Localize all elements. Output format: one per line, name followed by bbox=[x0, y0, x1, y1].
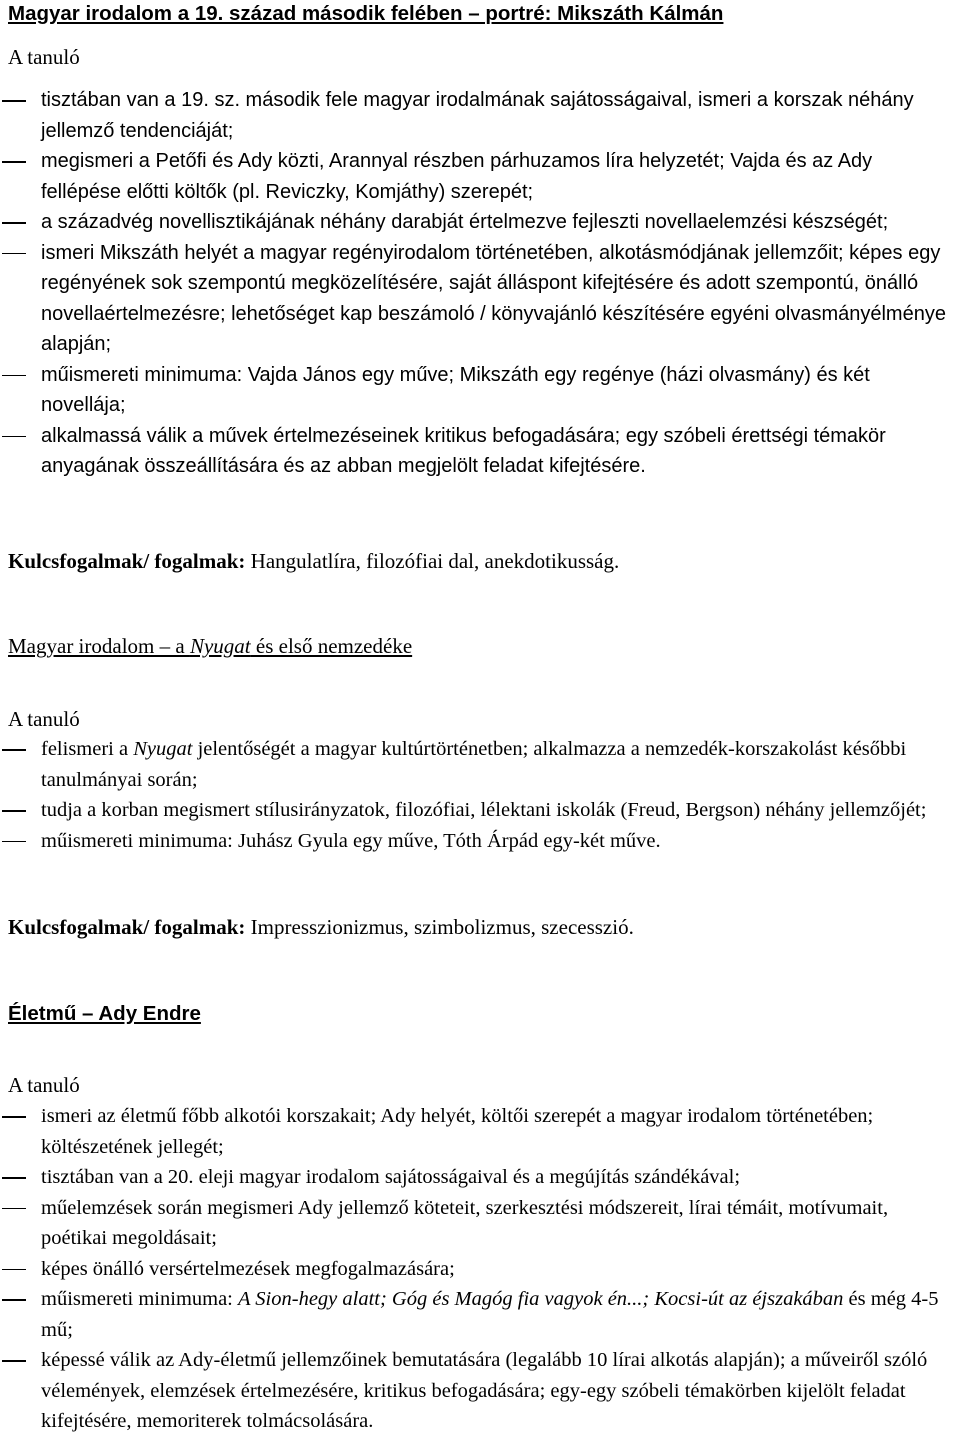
list-item: alkalmassá válik a művek értelmezéseinek kritikus befogadására; egy szóbeli érettségi témakör anyagának összeállítására és az abban megjelölt feladat kifejtésére. bbox=[41, 424, 886, 477]
section2-learner: A tanuló bbox=[8, 707, 80, 731]
list-item: felismeri a Nyugat jelentőségét a magyar kultúrtörténetben; alkalmazza a nemzedék-korszakolást későbbi tanulmányai során; bbox=[41, 738, 907, 791]
list-item: műelemzések során megismeri Ady jellemző köteteit, szerkesztési módszereit, lírai témáit, motívumait, poétikai megoldásait; bbox=[41, 1196, 889, 1249]
keywords-text: Hangulatlíra, filozófiai dal, anekdotikusság. bbox=[245, 549, 620, 573]
list-item: tisztában van a 20. eleji magyar irodalom sajátosságaival és a megújítás szándékával; bbox=[41, 1166, 741, 1188]
list-item: képes önálló versértelmezések megfogalmazására; bbox=[41, 1257, 455, 1280]
section3-title: Életmű – Ady Endre bbox=[8, 1002, 201, 1025]
keywords-label: Kulcsfogalmak/ fogalmak: bbox=[8, 915, 246, 939]
section1-keywords bbox=[8, 546, 619, 576]
section2-list bbox=[0, 734, 955, 856]
keywords-text: Impresszionizmus, szimbolizmus, szecesszió. bbox=[245, 915, 634, 939]
list-item: műismereti minimuma: A Sion-hegy alatt; Góg és Magóg fia vagyok én...; Kocsi-út az éjszakában és még 4-5 mű; bbox=[41, 1288, 939, 1341]
list-item: megismeri a Petőfi és Ady közti, Arannyal részben párhuzamos líra helyzetét; Vajda és az Ady fellépése előtti költők (pl. Reviczky, Komjáthy) szerepét; bbox=[41, 150, 873, 203]
section2-title: Magyar irodalom – a Nyugat és első nemzedéke bbox=[8, 634, 413, 658]
list-item: műismereti minimuma: Vajda János egy műve; Mikszáth egy regénye (házi olvasmány) és két novellája; bbox=[41, 363, 870, 416]
list-item: ismeri Mikszáth helyét a magyar regényirodalom történetében, alkotásmódjának jellemzőit; képes egy regényének sok szempontú megközelítésére, saját álláspont kifejtésére és adott szempontú, önálló novellaértelmezésre; lehetőséget kap beszámoló / könyvajánló készítésére egyéni olvasmányélménye alapján; bbox=[41, 241, 946, 355]
section2-keywords bbox=[8, 912, 634, 942]
section1-title: Magyar irodalom a 19. század második felében – portré: Mikszáth Kálmán bbox=[8, 2, 724, 25]
section1-list bbox=[0, 85, 955, 482]
section1-learner: A tanuló bbox=[8, 45, 80, 69]
keywords-label: Kulcsfogalmak/ fogalmak: bbox=[8, 549, 246, 573]
list-item: tudja a korban megismert stílusirányzatok, filozófiai, lélektani iskolák (Freud, Bergson) néhány jellemzőjét; bbox=[41, 799, 927, 821]
list-item: a századvég novellisztikájának néhány darabját értelmezve fejleszti novellaelemzési készségét; bbox=[41, 211, 889, 233]
section3-list bbox=[0, 1101, 955, 1437]
list-item: képessé válik az Ady-életmű jellemzőinek bemutatására (legalább 10 lírai alkotás alapján); a műveiről szóló vélemények, elemzések értelmezésére, kritikus befogadására; egy-egy szóbeli témakörben kijelölt feladat kifejtésére, memoriterek tolmácsolására. bbox=[41, 1349, 928, 1432]
section3-learner: A tanuló bbox=[8, 1073, 80, 1097]
list-item: tisztában van a 19. sz. második fele magyar irodalmának sajátosságaival, ismeri a korszak néhány jellemző tendenciáját; bbox=[41, 89, 914, 142]
list-item: műismereti minimuma: Juhász Gyula egy műve, Tóth Árpád egy-két műve. bbox=[41, 829, 661, 852]
list-item: ismeri az életmű főbb alkotói korszakait; Ady helyét, költői szerepét a magyar irodalom történetében; költészetének jellegét; bbox=[41, 1105, 874, 1158]
